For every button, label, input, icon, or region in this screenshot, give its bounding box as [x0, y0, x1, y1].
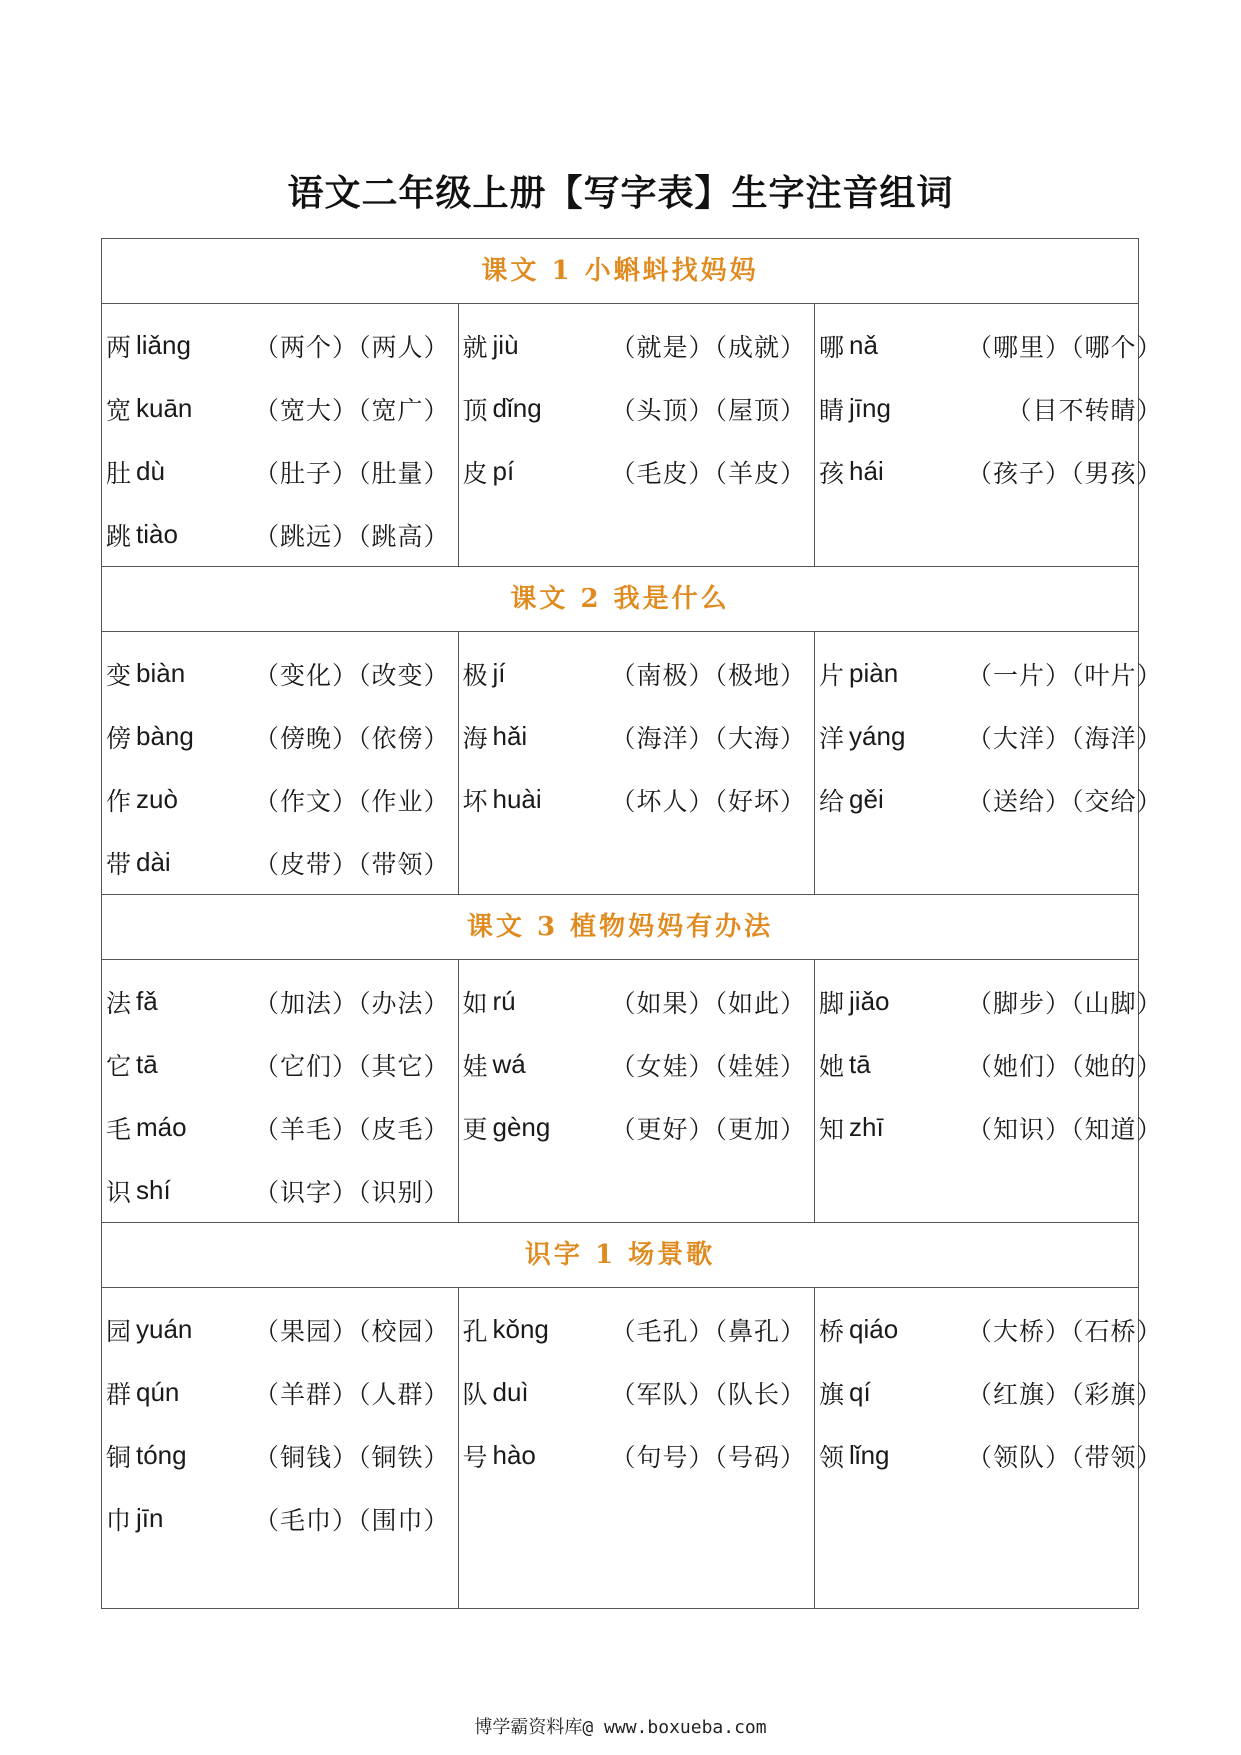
- pinyin: liǎng: [136, 330, 191, 360]
- word-examples: （如果）（如此）: [610, 988, 807, 1018]
- character-entry: [106, 705, 454, 768]
- word-examples: （头顶）（屋顶）: [610, 395, 807, 425]
- character-entry: [106, 831, 454, 894]
- pinyin: tā: [136, 1049, 158, 1079]
- character-entry: [819, 1361, 1167, 1424]
- pinyin: jīn: [136, 1503, 164, 1533]
- character-entry: [463, 768, 811, 831]
- pinyin: gěi: [849, 784, 884, 814]
- word-examples: （更好）（更加）: [610, 1114, 807, 1144]
- character-entry: [819, 642, 1167, 705]
- hanzi-character: 顶: [462, 395, 488, 425]
- pinyin: dù: [136, 456, 165, 486]
- character-entry: [106, 1096, 454, 1159]
- hanzi-character: 识: [106, 1177, 132, 1207]
- word-examples: （红旗）（彩旗）: [967, 1379, 1163, 1409]
- word-examples: （就是）（成就）: [610, 332, 807, 362]
- pinyin: dài: [136, 847, 171, 877]
- hanzi-character: 皮: [462, 458, 488, 488]
- character-entry: [463, 705, 811, 768]
- word-examples: （大桥）（石桥）: [967, 1316, 1163, 1346]
- word-examples: （加法）（办法）: [254, 988, 450, 1018]
- character-entry: [106, 1298, 454, 1361]
- character-entry: [819, 440, 1167, 503]
- pinyin: wá: [492, 1049, 526, 1079]
- word-examples: （羊群）（人群）: [254, 1379, 450, 1409]
- word-examples: （铜钱）（铜铁）: [254, 1442, 450, 1472]
- character-entry: [463, 377, 811, 440]
- hanzi-character: 哪: [819, 332, 845, 362]
- vocabulary-table: [101, 238, 1163, 1609]
- pinyin: piàn: [849, 658, 899, 688]
- lesson-section: [102, 1223, 1163, 1608]
- hanzi-character: 娃: [462, 1051, 488, 1081]
- pinyin: máo: [136, 1112, 187, 1142]
- character-entry: [463, 314, 811, 377]
- character-entry: [819, 1298, 1167, 1361]
- pinyin: bàng: [136, 721, 194, 751]
- pinyin: kǒng: [492, 1314, 549, 1344]
- character-entry: [106, 970, 454, 1033]
- character-entry: [463, 1298, 811, 1361]
- pinyin: jí: [492, 658, 506, 688]
- hanzi-character: 两: [106, 332, 132, 362]
- pinyin: zuò: [136, 784, 178, 814]
- word-examples: （毛孔）（鼻孔）: [610, 1316, 807, 1346]
- pinyin: tiào: [136, 519, 178, 549]
- hanzi-character: 给: [819, 786, 845, 816]
- hanzi-character: 跳: [106, 521, 132, 551]
- lesson-body: [102, 960, 1163, 1223]
- hanzi-character: 脚: [819, 988, 845, 1018]
- hanzi-character: 园: [106, 1316, 132, 1346]
- character-entry: [106, 440, 454, 503]
- word-examples: （毛巾）（围巾）: [254, 1505, 450, 1535]
- pinyin: jiǎo: [849, 986, 890, 1016]
- character-entry: [463, 1424, 811, 1487]
- hanzi-character: 宽: [106, 395, 132, 425]
- hanzi-character: 孔: [462, 1316, 488, 1346]
- hanzi-character: 傍: [106, 723, 132, 753]
- hanzi-character: 铜: [106, 1442, 132, 1472]
- pinyin: dǐng: [492, 393, 542, 423]
- pinyin: yuán: [136, 1314, 193, 1344]
- character-entry: [819, 705, 1167, 768]
- hanzi-character: 她: [819, 1051, 845, 1081]
- character-entry: [819, 1096, 1167, 1159]
- word-examples: （句号）（号码）: [610, 1442, 807, 1472]
- hanzi-character: 海: [462, 723, 488, 753]
- lesson-body: [102, 632, 1163, 895]
- hanzi-character: 知: [819, 1114, 845, 1144]
- word-examples: （南极）（极地）: [610, 660, 807, 690]
- pinyin: fǎ: [136, 986, 158, 1016]
- word-examples: （果园）（校园）: [254, 1316, 450, 1346]
- lesson-section: [102, 895, 1163, 1223]
- word-examples: （皮带）（带领）: [254, 849, 450, 879]
- pinyin: qiáo: [849, 1314, 899, 1344]
- hanzi-character: 巾: [106, 1505, 132, 1535]
- pinyin: tóng: [136, 1440, 187, 1470]
- word-examples: （傍晚）（依傍）: [254, 723, 450, 753]
- lesson-header: 课文 3 植物妈妈有办法: [102, 895, 1138, 960]
- character-entry: [106, 503, 454, 566]
- character-column: [102, 304, 459, 566]
- hanzi-character: 洋: [819, 723, 845, 753]
- word-examples: （目不转睛）: [1006, 395, 1163, 425]
- hanzi-character: 变: [106, 660, 132, 690]
- hanzi-character: 睛: [819, 395, 845, 425]
- character-entry: [106, 1033, 454, 1096]
- pinyin: tā: [849, 1049, 871, 1079]
- hanzi-character: 旗: [819, 1379, 845, 1409]
- character-entry: [819, 377, 1167, 440]
- character-column: [459, 960, 816, 1222]
- pinyin: pí: [492, 456, 515, 486]
- character-column: [815, 304, 1171, 566]
- hanzi-character: 队: [462, 1379, 488, 1409]
- pinyin: hái: [849, 456, 884, 486]
- pinyin: jīng: [849, 393, 891, 423]
- character-column: [815, 1288, 1171, 1608]
- word-examples: （女娃）（娃娃）: [610, 1051, 807, 1081]
- hanzi-character: 领: [819, 1442, 845, 1472]
- character-entry: [819, 768, 1167, 831]
- word-examples: （它们）（其它）: [254, 1051, 450, 1081]
- word-examples: （一片）（叶片）: [967, 660, 1163, 690]
- character-entry: [106, 314, 454, 377]
- pinyin: qí: [849, 1377, 871, 1407]
- character-column: [459, 632, 816, 894]
- character-entry: [819, 314, 1167, 377]
- character-column: [815, 632, 1171, 894]
- hanzi-character: 如: [462, 988, 488, 1018]
- lesson-body: [102, 304, 1163, 567]
- lesson-body: [102, 1288, 1163, 1608]
- word-examples: （羊毛）（皮毛）: [254, 1114, 450, 1144]
- character-entry: [463, 1033, 811, 1096]
- pinyin: kuān: [136, 393, 193, 423]
- character-entry: [106, 377, 454, 440]
- character-entry: [106, 1424, 454, 1487]
- word-examples: （知识）（知道）: [967, 1114, 1163, 1144]
- pinyin: lǐng: [849, 1440, 890, 1470]
- lesson-header: 课文 1 小蝌蚪找妈妈: [102, 239, 1138, 304]
- word-examples: （宽大）（宽广）: [254, 395, 450, 425]
- word-examples: （肚子）（肚量）: [254, 458, 450, 488]
- character-column: [102, 632, 459, 894]
- character-entry: [463, 970, 811, 1033]
- character-entry: [463, 642, 811, 705]
- character-entry: [106, 768, 454, 831]
- hanzi-character: 桥: [819, 1316, 845, 1346]
- hanzi-character: 更: [462, 1114, 488, 1144]
- page-title: 语文二年级上册【写字表】生字注音组词: [287, 173, 954, 214]
- word-examples: （孩子）（男孩）: [967, 458, 1163, 488]
- pinyin: shí: [136, 1175, 171, 1205]
- hanzi-character: 号: [462, 1442, 488, 1472]
- hanzi-character: 肚: [106, 458, 132, 488]
- character-entry: [106, 1487, 454, 1550]
- word-examples: （军队）（队长）: [610, 1379, 807, 1409]
- pinyin: biàn: [136, 658, 186, 688]
- character-column: [815, 960, 1171, 1222]
- footer-source: 博学霸资料库@ www.boxueba.com: [474, 1717, 767, 1738]
- character-entry: [819, 1424, 1167, 1487]
- hanzi-character: 群: [106, 1379, 132, 1409]
- word-examples: （作文）（作业）: [254, 786, 450, 816]
- character-entry: [106, 642, 454, 705]
- lesson-header: 识字 1 场景歌: [102, 1223, 1138, 1288]
- pinyin: nǎ: [849, 330, 878, 360]
- hanzi-character: 作: [106, 786, 132, 816]
- word-examples: （领队）（带领）: [967, 1442, 1163, 1472]
- character-column: [102, 960, 459, 1222]
- character-column: [102, 1288, 459, 1608]
- pinyin: zhī: [849, 1112, 884, 1142]
- character-entry: [106, 1361, 454, 1424]
- word-examples: （变化）（改变）: [254, 660, 450, 690]
- character-entry: [819, 1033, 1167, 1096]
- character-entry: [106, 1159, 454, 1222]
- word-examples: （毛皮）（羊皮）: [610, 458, 807, 488]
- word-examples: （脚步）（山脚）: [967, 988, 1163, 1018]
- lesson-header: 课文 2 我是什么: [102, 567, 1138, 632]
- pinyin: gèng: [492, 1112, 551, 1142]
- word-examples: （送给）（交给）: [967, 786, 1163, 816]
- character-entry: [463, 1096, 811, 1159]
- word-examples: （识字）（识别）: [254, 1177, 450, 1207]
- character-entry: [819, 970, 1167, 1033]
- hanzi-character: 毛: [106, 1114, 132, 1144]
- pinyin: jiù: [492, 330, 519, 360]
- lesson-section: [102, 239, 1163, 567]
- pinyin: hǎi: [492, 721, 528, 751]
- hanzi-character: 它: [106, 1051, 132, 1081]
- hanzi-character: 法: [106, 988, 132, 1018]
- hanzi-character: 坏: [462, 786, 488, 816]
- word-examples: （大洋）（海洋）: [967, 723, 1163, 753]
- hanzi-character: 极: [462, 660, 488, 690]
- hanzi-character: 就: [462, 332, 488, 362]
- word-examples: （她们）（她的）: [967, 1051, 1163, 1081]
- word-examples: （哪里）（哪个）: [967, 332, 1163, 362]
- hanzi-character: 带: [106, 849, 132, 879]
- pinyin: hào: [492, 1440, 536, 1470]
- pinyin: duì: [492, 1377, 529, 1407]
- hanzi-character: 片: [819, 660, 845, 690]
- hanzi-character: 孩: [819, 458, 845, 488]
- pinyin: qún: [136, 1377, 180, 1407]
- word-examples: （跳远）（跳高）: [254, 521, 450, 551]
- word-examples: （两个）（两人）: [254, 332, 450, 362]
- word-examples: （海洋）（大海）: [610, 723, 807, 753]
- character-column: [459, 304, 816, 566]
- lesson-section: [102, 567, 1163, 895]
- word-examples: （坏人）（好坏）: [610, 786, 807, 816]
- pinyin: rú: [492, 986, 516, 1016]
- character-entry: [463, 440, 811, 503]
- character-entry: [463, 1361, 811, 1424]
- pinyin: yáng: [849, 721, 906, 751]
- pinyin: huài: [492, 784, 542, 814]
- character-column: [459, 1288, 816, 1608]
